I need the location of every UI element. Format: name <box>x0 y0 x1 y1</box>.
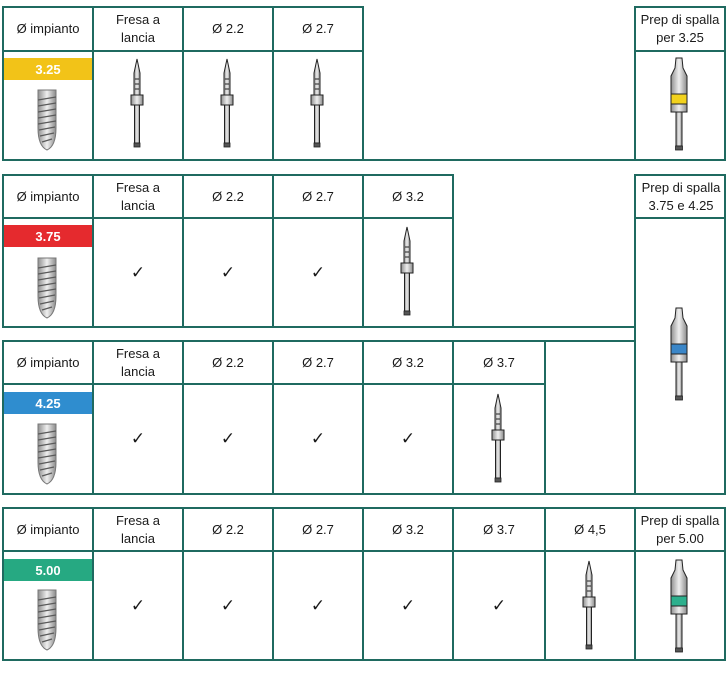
implant-size-badge: 3.75 <box>4 225 92 247</box>
check-mark: ✓ <box>310 595 326 615</box>
check-mark: ✓ <box>310 262 326 282</box>
header-implant-diameter: Ø impianto <box>16 188 80 204</box>
header-d27: Ø 2.7 <box>302 188 334 204</box>
shoulder-prep-icon <box>667 306 691 402</box>
implant-size-badge: 3.25 <box>4 58 92 80</box>
header-d37: Ø 3.7 <box>483 354 515 370</box>
check-mark: ✓ <box>130 595 146 615</box>
header-d37: Ø 3.7 <box>483 521 515 537</box>
header-implant-diameter: Ø impianto <box>16 521 80 537</box>
header-d22: Ø 2.2 <box>212 521 244 537</box>
header-d27: Ø 2.7 <box>302 521 334 537</box>
implant-size-badge: 4.25 <box>4 392 92 414</box>
header-d32: Ø 3.2 <box>392 521 424 537</box>
header-shoulder-prep: Prep di spalla per 3.25 <box>640 12 720 45</box>
shoulder-prep-icon <box>667 558 691 654</box>
header-d22: Ø 2.2 <box>212 354 244 370</box>
header-d27: Ø 2.7 <box>302 21 334 36</box>
header-d22: Ø 2.2 <box>212 21 244 36</box>
drill-icon <box>397 226 417 318</box>
drill-icon <box>307 58 327 150</box>
check-mark: ✓ <box>400 429 416 448</box>
implant-icon <box>35 588 59 652</box>
drill-icon <box>579 560 599 652</box>
header-d32: Ø 3.2 <box>392 188 424 204</box>
check-mark: ✓ <box>310 429 326 448</box>
header-shoulder-prep: Prep di spalla 3.75 e 4.25 <box>641 179 721 213</box>
drill-icon <box>488 393 508 485</box>
header-d22: Ø 2.2 <box>212 188 244 204</box>
implant-icon <box>35 88 59 152</box>
header-spear-drill: Fresa a lancia <box>115 179 161 213</box>
header-d27: Ø 2.7 <box>302 354 334 370</box>
implant-icon <box>35 256 59 320</box>
header-implant-diameter: Ø impianto <box>16 21 80 36</box>
header-spear-drill: Fresa a lancia <box>115 345 161 379</box>
drill-icon <box>127 58 147 150</box>
check-mark: ✓ <box>130 262 146 282</box>
header-d32: Ø 3.2 <box>392 354 424 370</box>
implant-icon <box>35 422 59 486</box>
shoulder-prep-icon <box>667 56 691 152</box>
header-spear-drill: Fresa a lancia <box>115 512 161 546</box>
implant-size-badge: 5.00 <box>4 559 92 581</box>
check-mark: ✓ <box>491 595 507 615</box>
header-d45: Ø 4,5 <box>574 521 606 537</box>
check-mark: ✓ <box>130 429 146 448</box>
header-spear-drill: Fresa a lancia <box>115 12 161 45</box>
check-mark: ✓ <box>400 595 416 615</box>
header-implant-diameter: Ø impianto <box>16 354 80 370</box>
check-mark: ✓ <box>220 262 236 282</box>
check-mark: ✓ <box>220 595 236 615</box>
header-shoulder-prep: Prep di spalla per 5.00 <box>640 512 720 546</box>
check-mark: ✓ <box>220 429 236 448</box>
drill-icon <box>217 58 237 150</box>
